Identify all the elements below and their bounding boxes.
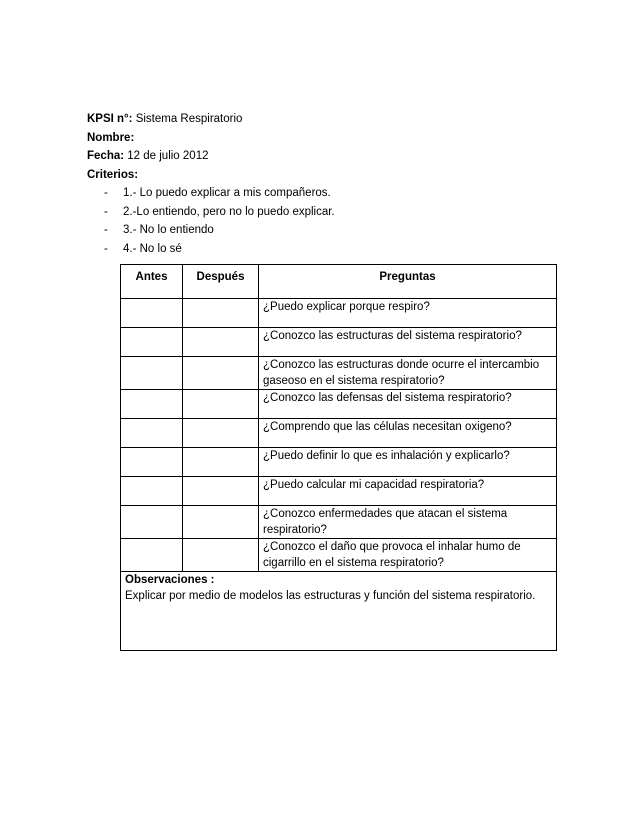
criteria-dash: -: [104, 187, 108, 199]
despues-cell[interactable]: [183, 299, 259, 328]
despues-cell[interactable]: [183, 419, 259, 448]
table-row: [121, 299, 557, 328]
antes-cell[interactable]: [121, 539, 183, 572]
despues-cell[interactable]: [183, 477, 259, 506]
column-header-antes: Antes: [121, 265, 183, 299]
criteria-list: [87, 184, 567, 258]
table-row: [121, 477, 557, 506]
despues-cell[interactable]: [183, 328, 259, 357]
despues-cell[interactable]: [183, 448, 259, 477]
criteria-text: 4.- No lo sé: [123, 242, 182, 255]
kpsi-topic: Sistema Respiratorio: [132, 113, 243, 125]
antes-cell[interactable]: [121, 506, 183, 539]
criteria-dash: -: [104, 242, 108, 255]
criterios-line: [87, 166, 567, 185]
document-header: [87, 110, 567, 258]
question-cell: ¿Puedo calcular mi capacidad respiratoria?: [259, 477, 557, 506]
question-cell: ¿Comprendo que las células necesitan oxigeno?: [259, 419, 557, 448]
nombre-label: Nombre:: [87, 131, 135, 144]
despues-cell[interactable]: [183, 390, 259, 419]
table-row: [121, 390, 557, 419]
despues-cell[interactable]: [183, 506, 259, 539]
antes-cell[interactable]: [121, 448, 183, 477]
criteria-item: [87, 221, 567, 240]
observaciones-text: Explicar por medio de modelos las estructuras y función del sistema respiratorio.: [125, 589, 536, 602]
criteria-text: 2.-Lo entiendo, pero no lo puedo explicar.: [123, 205, 335, 218]
criteria-text: 1.- Lo puedo explicar a mis compañeros.: [123, 187, 331, 199]
criteria-dash: -: [104, 205, 108, 218]
criteria-item: [87, 203, 567, 222]
table-row: [121, 328, 557, 357]
kpsi-table: [120, 264, 557, 651]
nombre-line: [87, 129, 567, 148]
fecha-line: [87, 147, 567, 166]
column-header-despues: Después: [183, 265, 259, 299]
fecha-label: Fecha:: [87, 150, 125, 162]
table-header-row: [121, 265, 557, 299]
kpsi-line: [87, 110, 567, 129]
column-header-preguntas: Preguntas: [259, 265, 557, 299]
kpsi-label: KPSI n°:: [87, 113, 133, 125]
question-cell: ¿Conozco enfermedades que atacan el sistema respiratorio?: [259, 506, 557, 539]
table-row: [121, 539, 557, 572]
question-cell: ¿Puedo explicar porque respiro?: [259, 299, 557, 328]
observaciones-row: [121, 572, 557, 651]
antes-cell[interactable]: [121, 299, 183, 328]
despues-cell[interactable]: [183, 539, 259, 572]
criteria-item: [87, 184, 567, 203]
question-cell: ¿Conozco las estructuras del sistema respiratorio?: [259, 328, 557, 357]
fecha-value: 12 de julio 2012: [124, 150, 209, 162]
table-row: [121, 448, 557, 477]
question-cell: ¿Conozco las estructuras donde ocurre el intercambio gaseoso en el sistema respiratorio?: [259, 357, 557, 390]
antes-cell[interactable]: [121, 419, 183, 448]
antes-cell[interactable]: [121, 477, 183, 506]
criteria-text: 3.- No lo entiendo: [123, 224, 214, 236]
criterios-label: Criterios:: [87, 168, 139, 181]
table-row: [121, 506, 557, 539]
antes-cell[interactable]: [121, 390, 183, 419]
table-row: [121, 419, 557, 448]
table-row: [121, 357, 557, 390]
criteria-dash: -: [104, 224, 108, 236]
observaciones-label: Observaciones :: [125, 574, 215, 586]
observaciones-cell[interactable]: [121, 572, 557, 651]
despues-cell[interactable]: [183, 357, 259, 390]
question-cell: ¿Puedo definir lo que es inhalación y explicarlo?: [259, 448, 557, 477]
criteria-item: [87, 240, 567, 259]
question-cell: ¿Conozco las defensas del sistema respiratorio?: [259, 390, 557, 419]
question-cell: ¿Conozco el daño que provoca el inhalar humo de cigarrillo en el sistema respiratorio?: [259, 539, 557, 572]
antes-cell[interactable]: [121, 328, 183, 357]
antes-cell[interactable]: [121, 357, 183, 390]
